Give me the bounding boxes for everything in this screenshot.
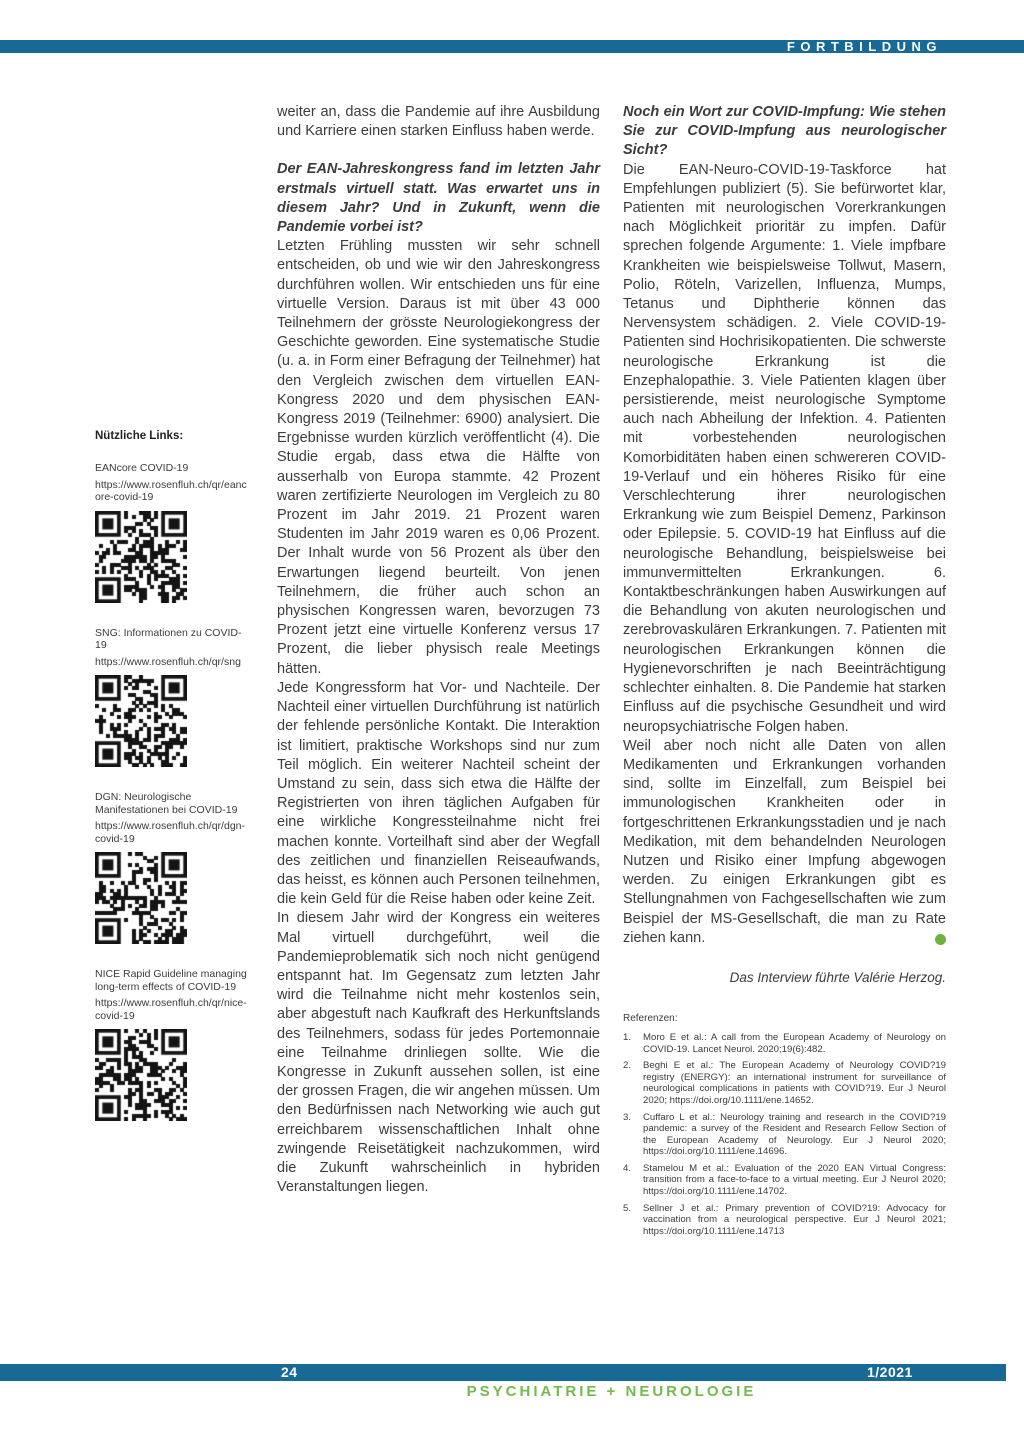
reference-item: [623, 1060, 946, 1106]
qr-link-block: [95, 627, 247, 768]
reference-text: Beghi E et al.: The European Academy of Neurology COVID?19 registry (ENERGY): an international instrument for surveillance of neurological complications in patients with COVID?19. Eur J Neurol 2020; https://doi.org/10.1111/ene.14652.: [643, 1060, 946, 1106]
sidebar-title: Nützliche Links:: [95, 430, 184, 442]
sidebar-links-container: [95, 462, 247, 1121]
qr-code-image: [95, 852, 187, 944]
article-column-2-paragraphs: [623, 103, 946, 948]
article-paragraph: Weil aber noch nicht alle Daten von allen Medikamenten und Erkrankungen vorhanden sind, sollte im Einzelfall, zum Beispiel bei immunologischen Krankheiten oder in fortgeschrittenen Erkrankungsstadien und je nach Medikation, mit dem behandelnden Neurologen Nutzen und Risiko einer Impfung abgewogen werden. Zu einigen Erkrankungen gibt es Stellungnahmen von Fachgesellschaften wie zum Beispiel der MS-Gesellschaft, die man zu Rate ziehen kann.: [623, 737, 946, 946]
article-paragraph: Letzten Frühling mussten wir sehr schnell entscheiden, ob und wie wir den Jahreskongress durchführen wollen. Wir entschieden uns für eine virtuelle Version. Daraus ist mit über 43 000 Teilnehmern der grösste Neurologiekongress der Geschichte geworden. Eine systematische Studie (u. a. in Form einer Befragung der Teilnehmer) hat den Vergleich zwischen dem virtuellen EAN-Kongress 2020 und dem physischen EAN-Kongress 2019 (Teilnehmer: 6900) analysiert. Die Ergebnisse wurden kürzlich veröffentlicht (4). Die Studie ergab, dass etwa die Hälfte von ausserhalb von Europa stammte. 42 Prozent waren zertifizierte Neurologen im Vergleich zu 80 Prozent im Jahr 2019. 21 Prozent waren Studenten im Jahr 2019 waren es 0,06 Prozent. Der Inhalt wurde von 56 Prozent als über den Erwartungen liegend beurteilt. Von jenen Teilnehmern, die früher auch schon an physischen Kongressen waren, bevorzugen 73 Prozent jetzt eine virtuelle Konferenz versus 17 Prozent, die lieber physisch reale Meetings hätten.: [277, 238, 600, 677]
interview-attribution: Das Interview führte Valérie Herzog.: [729, 969, 946, 985]
qr-link-block: [95, 791, 247, 944]
interview-question: Noch ein Wort zur COVID-Impfung: Wie stehen Sie zur COVID-Impfung aus neurologischer Sicht?: [623, 104, 946, 159]
qr-code-image: [95, 511, 187, 603]
qr-link-url: https://www.rosenfluh.ch/qr/sng: [95, 655, 241, 668]
qr-code-image: [95, 675, 187, 767]
qr-link-label: SNG: Informationen zu COVID-19: [95, 626, 242, 651]
reference-text: Moro E et al.: A call from the European Academy of Neurology on COVID-19. Lancet Neurol. 2020;19(6):482.: [643, 1031, 946, 1055]
article-end-dot-icon: [935, 934, 946, 945]
interview-question: Der EAN-Jahreskongress fand im letzten Jahr erstmals virtuell statt. Was erwartet uns in diesem Jahr? Und in Zukunft, wenn die Pandemie vorbei ist?: [277, 161, 600, 236]
article-paragraph: In diesem Jahr wird der Kongress ein weiteres Mal virtuell durchgeführt, weil die Pandemieproblematik sich noch nicht genügend entspannt hat. Im Gegensatz zum letzten Jahr wird die Teilnahme nicht mehr kostenlos sein, aber abgestuft nach Kaufkraft des Herkunftslands des Teilnehmers, sodass für jedes Portemonnaie eine Teilnahme drinliegen sollte. Wie die Kongresse in Zukunft aussehen sollen, ist eine der grossen Fragen, die wir angehen müssen. Um den Bedürfnissen nach Networking wie auch gut erreichbarem wissenschaftlichen Inhalt ohne zwingende Reisetätigkeit nachzukommen, wird die Zukunft wahrscheinlich in hybriden Veranstaltungen liegen.: [277, 910, 600, 1196]
reference-item: [623, 1163, 946, 1198]
article-paragraph: weiter an, dass die Pandemie auf ihre Ausbildung und Karriere einen starken Einfluss haben werde.: [277, 104, 600, 140]
article-paragraph: Die EAN-Neuro-COVID-19-Taskforce hat Empfehlungen publiziert (5). Sie befürwortet klar, Patienten mit neurologischen Vorerkrankungen nach Möglichkeit prioritär zu impfen. Dafür sprechen folgende Argumente: 1. Viele impfbare Krankheiten wie beispielsweise Tollwut, Masern, Polio, Röteln, Varizellen, Influenza, Mumps, Tetanus und Diphtherie können das Nervensystem schädigen. 2. Viele COVID-19-Patienten sind Hochrisikopatienten. Die schwerste neurologische Erkrankung ist die Enzephalopathie. 3. Viele Patienten klagen über persistierende, meist neurologische Symptome auch nach Abheilung der Infektion. 4. Patienten mit vorbestehenden neurologischen Komorbiditäten haben einen schwereren COVID-19-Verlauf und ein höheres Risiko für eine Verschlechterung ihrer neurologischen Erkrankung wie zum Beispiel Demenz, Parkinson oder Epilepsie. 5. COVID-19 hat Einfluss auf die neurologische Behandlung, beispielsweise bei immunvermittelten Erkrankungen. 6. Kontaktbeschränkungen haben Auswirkungen auf die Behandlung von akuten neurologischen und zerebrovaskulären Erkrankungen. 7. Patienten mit neurologischen Erkrankungen können die Hygienevorschriften je nach Beeinträchtigung schlechter einhalten. 8. Die Pandemie hat starken Einfluss auf die psychische Gesundheit und wird neuropsychiatrische Folgen haben.: [623, 161, 946, 735]
qr-link-url: https://www.rosenfluh.ch/qr/nice-covid-19: [95, 997, 247, 1022]
reference-number: 4.: [623, 1162, 632, 1174]
page-number: 24: [281, 1364, 298, 1380]
qr-link-label: EANcore COVID-19: [95, 462, 189, 474]
qr-link-label: DGN: Neurologische Manifestationen bei COVID-19: [95, 791, 238, 816]
footer-rule-bar: [0, 1364, 1006, 1381]
reference-number: 2.: [623, 1060, 632, 1072]
qr-link-block: [95, 968, 247, 1121]
article-paragraph: Jede Kongressform hat Vor- und Nachteile. Der Nachteil einer virtuellen Durchführung ist natürlich der fehlende persönliche Kontakt. Die Interaktion ist limitiert, praktische Workshops sind nur zum Teil möglich. Ein weiterer Nachteil scheint der Umstand zu sein, dass sich etwa die Hälfte der Registrierten von ihren täglichen Aufgaben für eine wirkliche Kongressteilnahme nicht frei machen konnte. Vorteilhaft sind aber der Wegfall des zeitlichen und finanziellen Reiseaufwands, das heisst, es können auch Personen teilnehmen, die kein Geld für die Reise haben oder keine Zeit.: [277, 679, 600, 908]
qr-code-image: [95, 1029, 187, 1121]
reference-number: 5.: [623, 1202, 632, 1214]
reference-text: Stamelou M et al.: Evaluation of the 2020 EAN Virtual Congress: transition from a face-to-face to a virtual meeting. Eur J Neurol 2020; https://doi.org/10.1111/ene.14702.: [643, 1162, 946, 1198]
qr-link-url: https://www.rosenfluh.ch/qr/dgn-covid-19: [95, 820, 245, 845]
reference-text: Cuffaro L et al.: Neurology training and research in the COVID?19 pandemic: a survey of the Resident and Research Fellow Section of the European Academy of Neurology. Eur J Neurol 2020; https://doi.org/10.1111/ene.14696.: [643, 1111, 946, 1158]
reference-number: 3.: [623, 1111, 632, 1123]
journal-name: PSYCHIATRIE + NEUROLOGIE: [466, 1383, 757, 1400]
qr-link-block: [95, 462, 247, 603]
section-label: FORTBILDUNG: [786, 39, 942, 54]
reference-number: 1.: [623, 1031, 632, 1043]
header-rule-bar: [0, 40, 1024, 53]
issue-number: 1/2021: [867, 1364, 913, 1380]
reference-text: Sellner J et al.: Primary prevention of COVID?19: Advocacy for vaccination from a neurological perspective. Eur J Neurol 2021; https://doi.org/10.1111/ene.14713: [643, 1202, 946, 1237]
reference-item: [623, 1032, 946, 1055]
article-column-1: [277, 103, 600, 1197]
references-list: [623, 1032, 946, 1238]
qr-link-label: NICE Rapid Guideline managing long-term effects of COVID-19: [95, 968, 247, 993]
useful-links-sidebar: [95, 430, 247, 1145]
reference-item: [623, 1112, 946, 1158]
references-section: [623, 1013, 946, 1238]
qr-link-url: https://www.rosenfluh.ch/qr/eancore-covid-19: [95, 478, 247, 503]
reference-item: [623, 1203, 946, 1238]
references-title: Referenzen:: [623, 1012, 678, 1024]
article-column-2: [623, 103, 946, 1242]
